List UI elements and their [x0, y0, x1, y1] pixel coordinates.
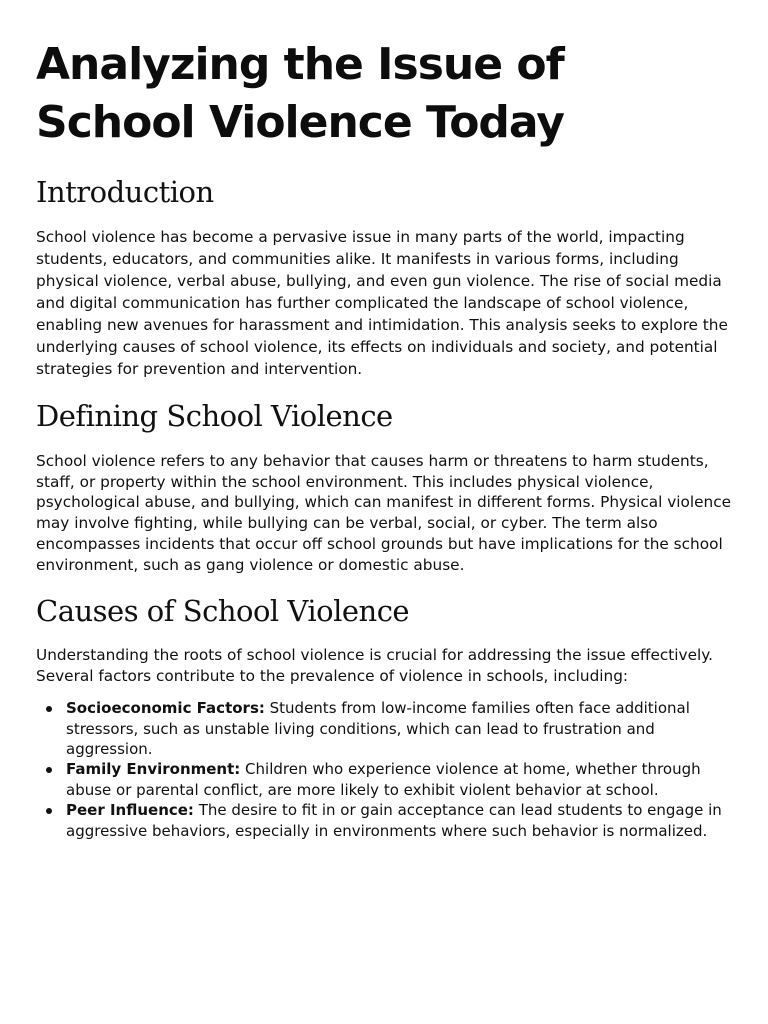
section-heading-introduction: Introduction	[36, 175, 214, 209]
list-item-text: The desire to fit in or gain acceptance can lead students to engage in aggressive behaviors, especially in environments where such behavior is normalized.	[66, 801, 722, 840]
list-item-text: Students from low-income families often face additional stressors, such as unstable living conditions, which can lead to frustration and aggression.	[66, 699, 690, 759]
section-heading-defining: Defining School Violence	[36, 399, 393, 433]
section-body-introduction: School violence has become a pervasive issue in many parts of the world, impacting students, educators, and communities alike. It manifests in various forms, including physical violence, verbal abuse, bullying, and even gun violence. The rise of social media and digital communication has further complicated the landscape of school violence, enabling new avenues for harassment and intimidation. This analysis seeks to explore the underlying causes of school violence, its effects on individuals and society, and potential strategies for prevention and intervention.	[36, 228, 728, 378]
list-item-text: Children who experience violence at home, whether through abuse or parental conflict, are more likely to exhibit violent behavior at school.	[66, 760, 701, 799]
bullet-icon	[46, 808, 52, 814]
list-item-term: Socioeconomic Factors:	[66, 699, 265, 718]
bullet-icon	[46, 706, 52, 712]
list-item-term: Family Environment:	[66, 760, 241, 779]
section-body-causes: Understanding the roots of school violence is crucial for addressing the issue effectively. Several factors contribute to the prevalence of violence in schools, including:	[36, 646, 713, 685]
causes-list	[36, 698, 732, 841]
document-title: Analyzing the Issue of School Violence Today	[36, 39, 564, 148]
list-item	[66, 759, 732, 800]
section-heading-causes: Causes of School Violence	[36, 594, 410, 629]
list-item	[66, 698, 732, 759]
list-item	[66, 800, 732, 841]
section-body-defining: School violence refers to any behavior that causes harm or threatens to harm students, staff, or property within the school environment. This includes physical violence, psychological abuse, and bullying, which can manifest in different forms. Physical violence may involve fighting, while bullying can be verbal, social, or cyber. The term also encompasses incidents that occur off school grounds but have implications for the school environment, such as gang violence or domestic abuse.	[36, 452, 732, 574]
bullet-icon	[46, 767, 52, 773]
list-item-term: Peer Influence:	[66, 801, 194, 820]
